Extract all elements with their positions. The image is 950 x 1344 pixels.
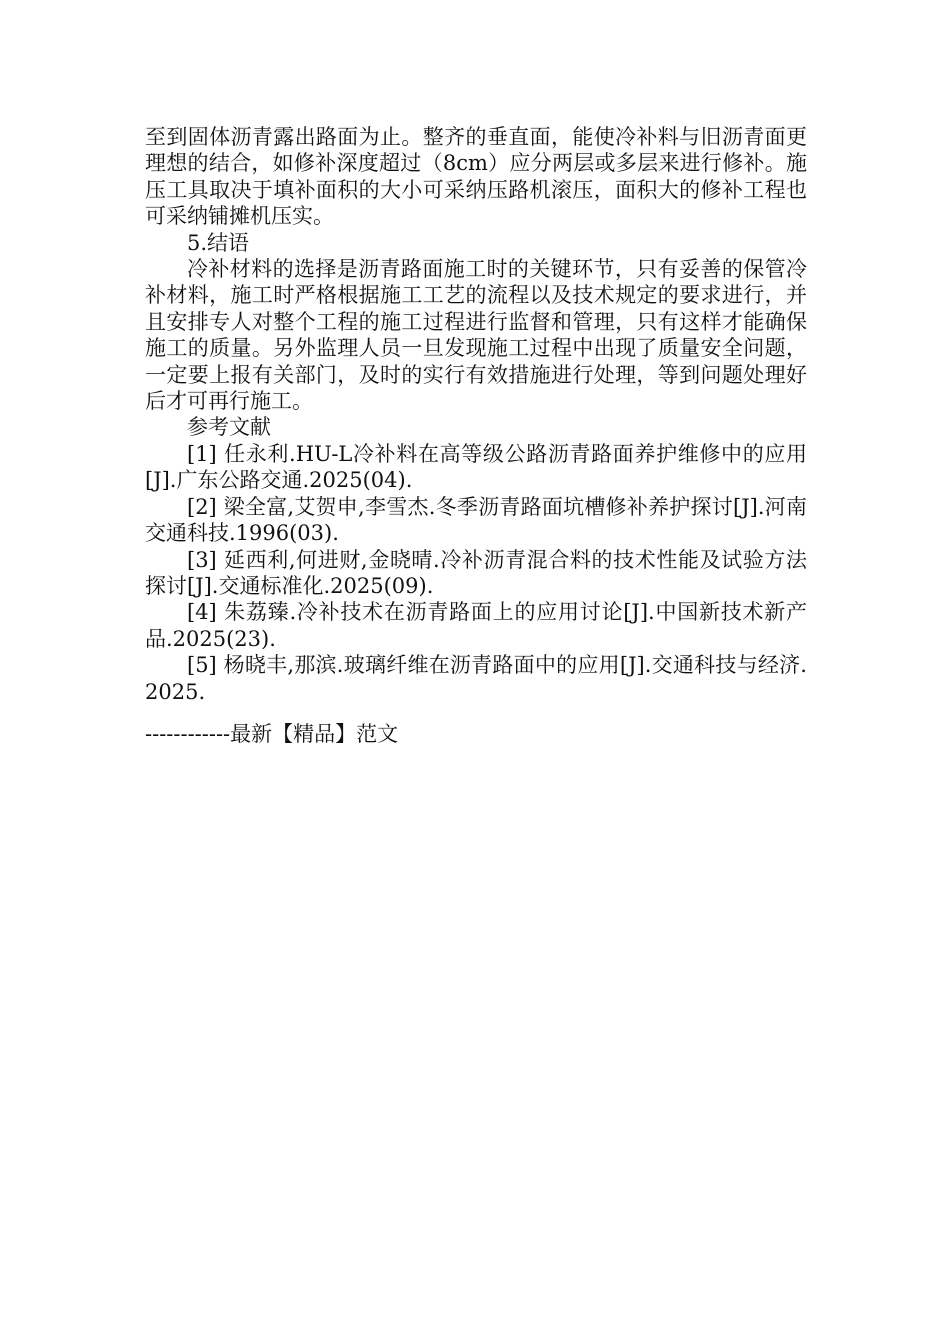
footer-note: ------------最新【精品】范文: [145, 722, 399, 746]
body-paragraph-conclusion: 冷补材料的选择是沥青路面施工时的关键环节，只有妥善的保管冷补材料，施工时严格根据施工工艺的流程以及技术规定的要求进行，并且安排专人对整个工程的施工过程进行监督和管理，只有这样才能确保施工的质量。另外监理人员一旦发现施工过程中出现了质量安全问题，一定要上报有关部门，及时的实行有效措施进行处理，等到问题处理好后才可再行施工。: [145, 257, 807, 414]
reference-item-3: [3] 延西利,何进财,金晓晴.冷补沥青混合料的技术性能及试验方法探讨[J].交通标准化.2025(09).: [145, 547, 807, 598]
document-body: [145, 124, 807, 705]
reference-item-5: [5] 杨晓丰,那滨.玻璃纤维在沥青路面中的应用[J].交通科技与经济.2025.: [145, 653, 807, 704]
references-heading: 参考文献: [187, 415, 271, 440]
reference-item-4: [4] 朱荔臻.冷补技术在沥青路面上的应用讨论[J].中国新技术新产品.2025(23).: [145, 600, 807, 651]
body-paragraph-continued: 至到固体沥青露出路面为止。整齐的垂直面，能使冷补料与旧沥青面更理想的结合，如修补深度超过（8cm）应分两层或多层来进行修补。施压工具取决于填补面积的大小可采纳压路机滚压，面积大的修补工程也可采纳铺摊机压实。: [145, 125, 807, 229]
reference-item-1: [1] 任永利.HU-L冷补料在高等级公路沥青路面养护维修中的应用[J].广东公路交通.2025(04).: [145, 441, 807, 493]
reference-item-2: [2] 梁全富,艾贺申,李雪杰.冬季沥青路面坑槽修补养护探讨[J].河南交通科技.1996(03).: [145, 494, 807, 546]
section-heading-conclusion: 5.结语: [187, 230, 250, 255]
